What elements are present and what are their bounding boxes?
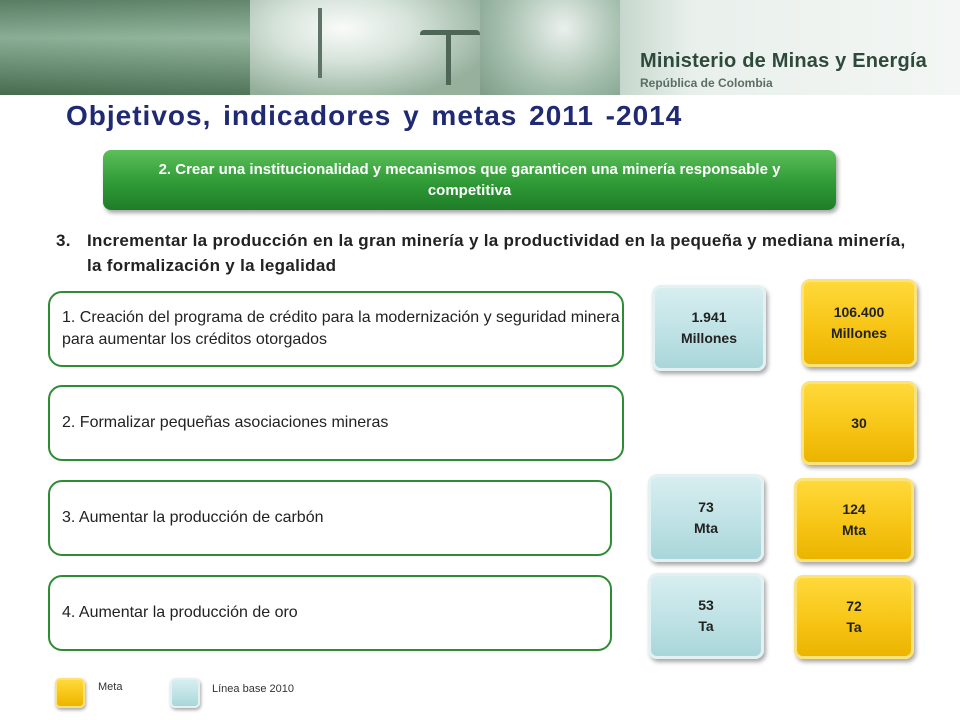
goal-value-3: 124: [842, 501, 866, 517]
baseline-value-3: 73: [698, 499, 714, 515]
goal-box-2: [801, 381, 917, 465]
goal-box-4: [794, 575, 914, 659]
oil-rig-icon: [318, 8, 322, 78]
page-title: Objetivos, indicadores y metas 2011 -2014: [66, 100, 683, 131]
goal-unit-4: Ta: [846, 619, 862, 635]
indicator-label-1: 1. Creación del programa de crédito para la modernización y seguridad minera para aumentar los créditos otorgados: [62, 309, 620, 348]
baseline-box-4: [648, 573, 764, 659]
baseline-value-4: 53: [698, 597, 714, 613]
baseline-box-3: [648, 474, 764, 562]
legend-goal-swatch: [55, 678, 85, 708]
baseline-value-1: 1.941: [691, 309, 727, 325]
ministry-name: Ministerio de Minas y Energía: [640, 50, 927, 72]
header-photo-sphere: [480, 0, 620, 95]
objective-banner-text: 2. Crear una institucionalidad y mecanismos que garanticen una minería responsable y competitiva: [158, 161, 781, 199]
baseline-unit-1: Millones: [680, 330, 737, 346]
goal-value-4: 72: [846, 598, 862, 614]
baseline-unit-4: Ta: [698, 618, 714, 634]
indicator-label-2: 2. Formalizar pequeñas asociaciones mineras: [62, 414, 389, 431]
indicator-box-4: [48, 575, 612, 651]
baseline-box-1: [652, 285, 766, 371]
indicator-box-2: [48, 385, 624, 461]
legend-baseline-label: Línea base 2010: [212, 683, 294, 695]
goal-value-2: 30: [851, 414, 867, 431]
country-name: República de Colombia: [640, 76, 773, 90]
section-heading-text: Incrementar la producción en la gran minería y la productividad en la pequeña y mediana minería, la formalización y la legalidad: [87, 231, 906, 275]
objective-banner: [103, 150, 836, 210]
indicator-label-4: 4. Aumentar la producción de oro: [62, 604, 298, 621]
pumpjack-leg-icon: [446, 30, 451, 85]
indicator-box-3: [48, 480, 612, 556]
legend-baseline-swatch: [170, 678, 200, 708]
goal-unit-3: Mta: [841, 522, 867, 538]
baseline-unit-3: Mta: [693, 520, 719, 536]
goal-box-3: [794, 478, 914, 562]
header-banner: [0, 0, 960, 95]
goal-box-1: [801, 279, 917, 367]
section-number: 3.: [56, 231, 71, 250]
goal-unit-1: Millones: [830, 325, 887, 341]
header-photo-workers: [0, 0, 250, 95]
legend-goal-label: Meta: [98, 681, 123, 693]
goal-value-1: 106.400: [833, 304, 885, 320]
indicator-label-3: 3. Aumentar la producción de carbón: [62, 509, 324, 526]
indicator-box-1: [48, 291, 624, 367]
section-heading: [56, 228, 916, 278]
